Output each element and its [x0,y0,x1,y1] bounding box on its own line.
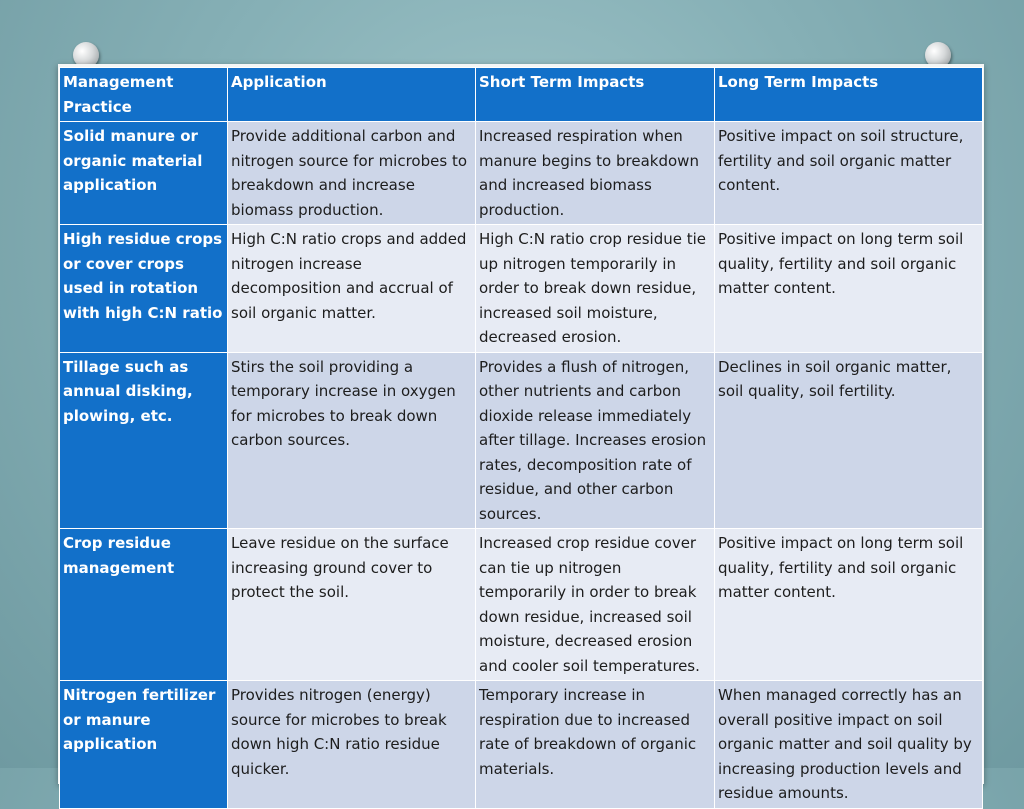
short-term-cell: Increased respiration when manure begins to breakdown and increased biomass production. [476,122,715,225]
long-term-cell: Positive impact on long term soil quality, fertility and soil organic matter content. [715,225,983,353]
application-cell: Provides nitrogen (energy) source for microbes to break down high C:N ratio residue quicker. [228,681,476,809]
table-row [60,122,983,225]
practice-cell: Solid manure or organic material application [60,122,228,225]
long-term-cell: Positive impact on soil structure, fertility and soil organic matter content. [715,122,983,225]
table-header-row [60,68,983,122]
table-row [60,352,983,529]
long-term-cell: Declines in soil organic matter, soil quality, soil fertility. [715,352,983,529]
header-management-practice: Management Practice [60,68,228,122]
management-practices-table [59,67,983,809]
practice-cell: Tillage such as annual disking, plowing, etc. [60,352,228,529]
application-cell: Stirs the soil providing a temporary increase in oxygen for microbes to break down carbon sources. [228,352,476,529]
practice-cell: Nitrogen fertilizer or manure application [60,681,228,809]
long-term-cell: When managed correctly has an overall positive impact on soil organic matter and soil quality by increasing production levels and residue amounts. [715,681,983,809]
header-short-term-impacts: Short Term Impacts [476,68,715,122]
short-term-cell: Temporary increase in respiration due to increased rate of breakdown of organic materials. [476,681,715,809]
practice-cell: High residue crops or cover crops used in rotation with high C:N ratio [60,225,228,353]
short-term-cell: High C:N ratio crop residue tie up nitrogen temporarily in order to break down residue, increased soil moisture, decreased erosion. [476,225,715,353]
application-cell: High C:N ratio crops and added nitrogen increase decomposition and accrual of soil organic matter. [228,225,476,353]
header-application: Application [228,68,476,122]
header-long-term-impacts: Long Term Impacts [715,68,983,122]
long-term-cell: Positive impact on long term soil quality, fertility and soil organic matter content. [715,529,983,681]
short-term-cell: Increased crop residue cover can tie up nitrogen temporarily in order to break down residue, increased soil moisture, decreased erosion and cooler soil temperatures. [476,529,715,681]
table-row [60,529,983,681]
application-cell: Leave residue on the surface increasing ground cover to protect the soil. [228,529,476,681]
application-cell: Provide additional carbon and nitrogen source for microbes to breakdown and increase biomass production. [228,122,476,225]
practice-cell: Crop residue management [60,529,228,681]
short-term-cell: Provides a flush of nitrogen, other nutrients and carbon dioxide release immediately after tillage. Increases erosion rates, decomposition rate of residue, and other carbon sources. [476,352,715,529]
table-row [60,225,983,353]
table-row [60,681,983,809]
